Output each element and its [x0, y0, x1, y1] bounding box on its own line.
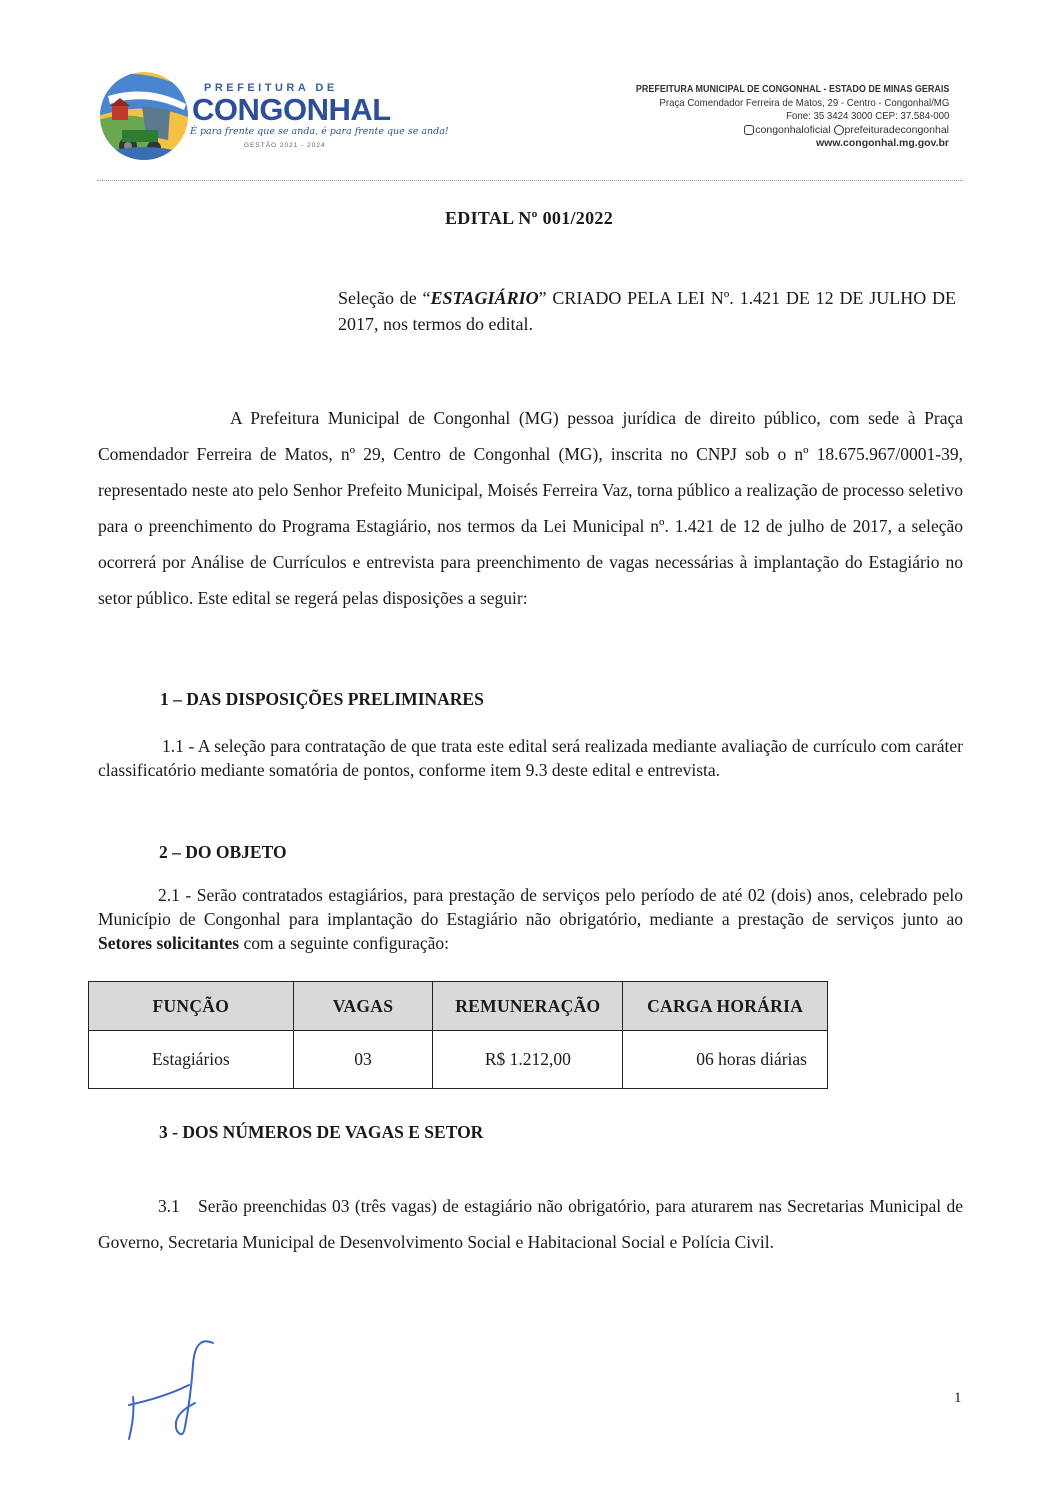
- facebook-icon: [834, 125, 844, 135]
- intro-post: ” CRIADO PELA LEI Nº. 1.421 DE 12 DE JULHO DE 2017, nos termos do edital.: [338, 288, 956, 334]
- facebook-handle: prefeituradecongonhal: [844, 123, 949, 136]
- section1-heading: 1 – DAS DISPOSIÇÕES PRELIMINARES: [160, 689, 484, 709]
- section2-text-bold: Setores solicitantes: [98, 933, 240, 953]
- header-institution: PREFEITURA MUNICIPAL DE CONGONHAL - ESTADO DE MINAS GERAIS: [635, 84, 949, 95]
- logo-city-name: CONGONHAL: [192, 92, 391, 127]
- header-contact-block: [601, 83, 949, 151]
- intro-paragraph: [338, 285, 956, 337]
- main-paragraph: A Prefeitura Municipal de Congonhal (MG) pessoa jurídica de direito público, com sede à Praça Comendador Ferreira de Matos, nº 29, Centro de Congonhal (MG), inscrita no CNPJ sob o nº 18.675.967/0001-39, representado neste ato pelo Senhor Prefeito Municipal, Moisés Ferreira Vaz, torna público a realização de processo seletivo para o preenchimento do Programa Estagiário, nos termos da Lei Municipal nº. 1.421 de 12 de julho de 2017, a seleção ocorrerá por Análise de Currículos e entrevista para preenchimento de vagas necessárias à implantação do Estagiário no setor público. Este edital se regerá pelas disposições a seguir:: [98, 408, 963, 608]
- section3-number: 3.1: [158, 1196, 180, 1216]
- table-cell-remuneracao: R$ 1.212,00: [433, 1031, 623, 1089]
- logo-gestao: GESTÃO 2021 - 2024: [244, 142, 326, 149]
- section1-text: 1.1 - A seleção para contratação de que trata este edital será realizada mediante avaliação de currículo com caráter classificatório mediante somatória de pontos, conforme item 9.3 deste edital e entrevista.: [98, 736, 963, 780]
- intro-pre: Seleção de “: [338, 288, 431, 308]
- table-header-row: [89, 982, 828, 1031]
- table-cell-carga-horaria: 06 horas diárias: [623, 1031, 828, 1089]
- header-contact: Fone: 35 3424 3000 CEP: 37.584-000: [785, 110, 949, 122]
- header-address: Praça Comendador Ferreira de Matos, 29 - Centro - Congonhal/MG: [659, 96, 949, 109]
- signature-initials: [125, 1335, 225, 1445]
- section2-text-post: com a seguinte configuração:: [239, 933, 450, 953]
- document-title: EDITAL Nº 001/2022: [444, 208, 614, 228]
- logo-slogan: É para frente que se anda, é para frente que se anda!: [190, 126, 449, 137]
- table-cell-vagas: 03: [293, 1031, 433, 1089]
- municipality-logo: [98, 70, 449, 165]
- table-header-remuneracao: REMUNERAÇÃO: [433, 982, 623, 1031]
- instagram-handle: congonhaloficial: [755, 123, 831, 136]
- instagram-icon: [744, 125, 754, 135]
- header-social: [601, 124, 949, 138]
- table-header-funcao: FUNÇÃO: [89, 982, 294, 1031]
- page-number: 1: [954, 1390, 962, 1406]
- section2-heading: 2 – DO OBJETO: [159, 842, 287, 862]
- header-divider: [97, 180, 963, 181]
- section3-text: [98, 1188, 963, 1260]
- table-header-carga-horaria: CARGA HORÁRIA: [623, 982, 828, 1031]
- section2-text-pre: 2.1 - Serão contratados estagiários, para prestação de serviços pelo período de até 02 (dois) anos, celebrado pelo Município de Congonhal para implantação do Estagiário não obrigatório, mediante a prestação de serviços junto ao: [98, 885, 963, 929]
- table-row: [89, 1031, 828, 1089]
- section3-body: Serão preenchidas 03 (três vagas) de estagiário não obrigatório, para aturarem nas Secretarias Municipal de Governo, Secretaria Municipal de Desenvolvimento Social e Habitacional Social e Polícia Civil.: [98, 1196, 963, 1252]
- intro-bold: ESTAGIÁRIO: [430, 288, 539, 308]
- table-cell-funcao: Estagiários: [89, 1031, 294, 1089]
- section3-heading: 3 - DOS NÚMEROS DE VAGAS E SETOR: [159, 1122, 484, 1142]
- section2-text: [98, 883, 963, 955]
- positions-table: [88, 981, 828, 1089]
- logo-emblem-icon: [98, 70, 190, 162]
- logo-prefeitura-text: PREFEITURA DE: [204, 82, 338, 94]
- table-header-vagas: VAGAS: [293, 982, 433, 1031]
- header-website: www.congonhal.mg.gov.br: [816, 137, 949, 149]
